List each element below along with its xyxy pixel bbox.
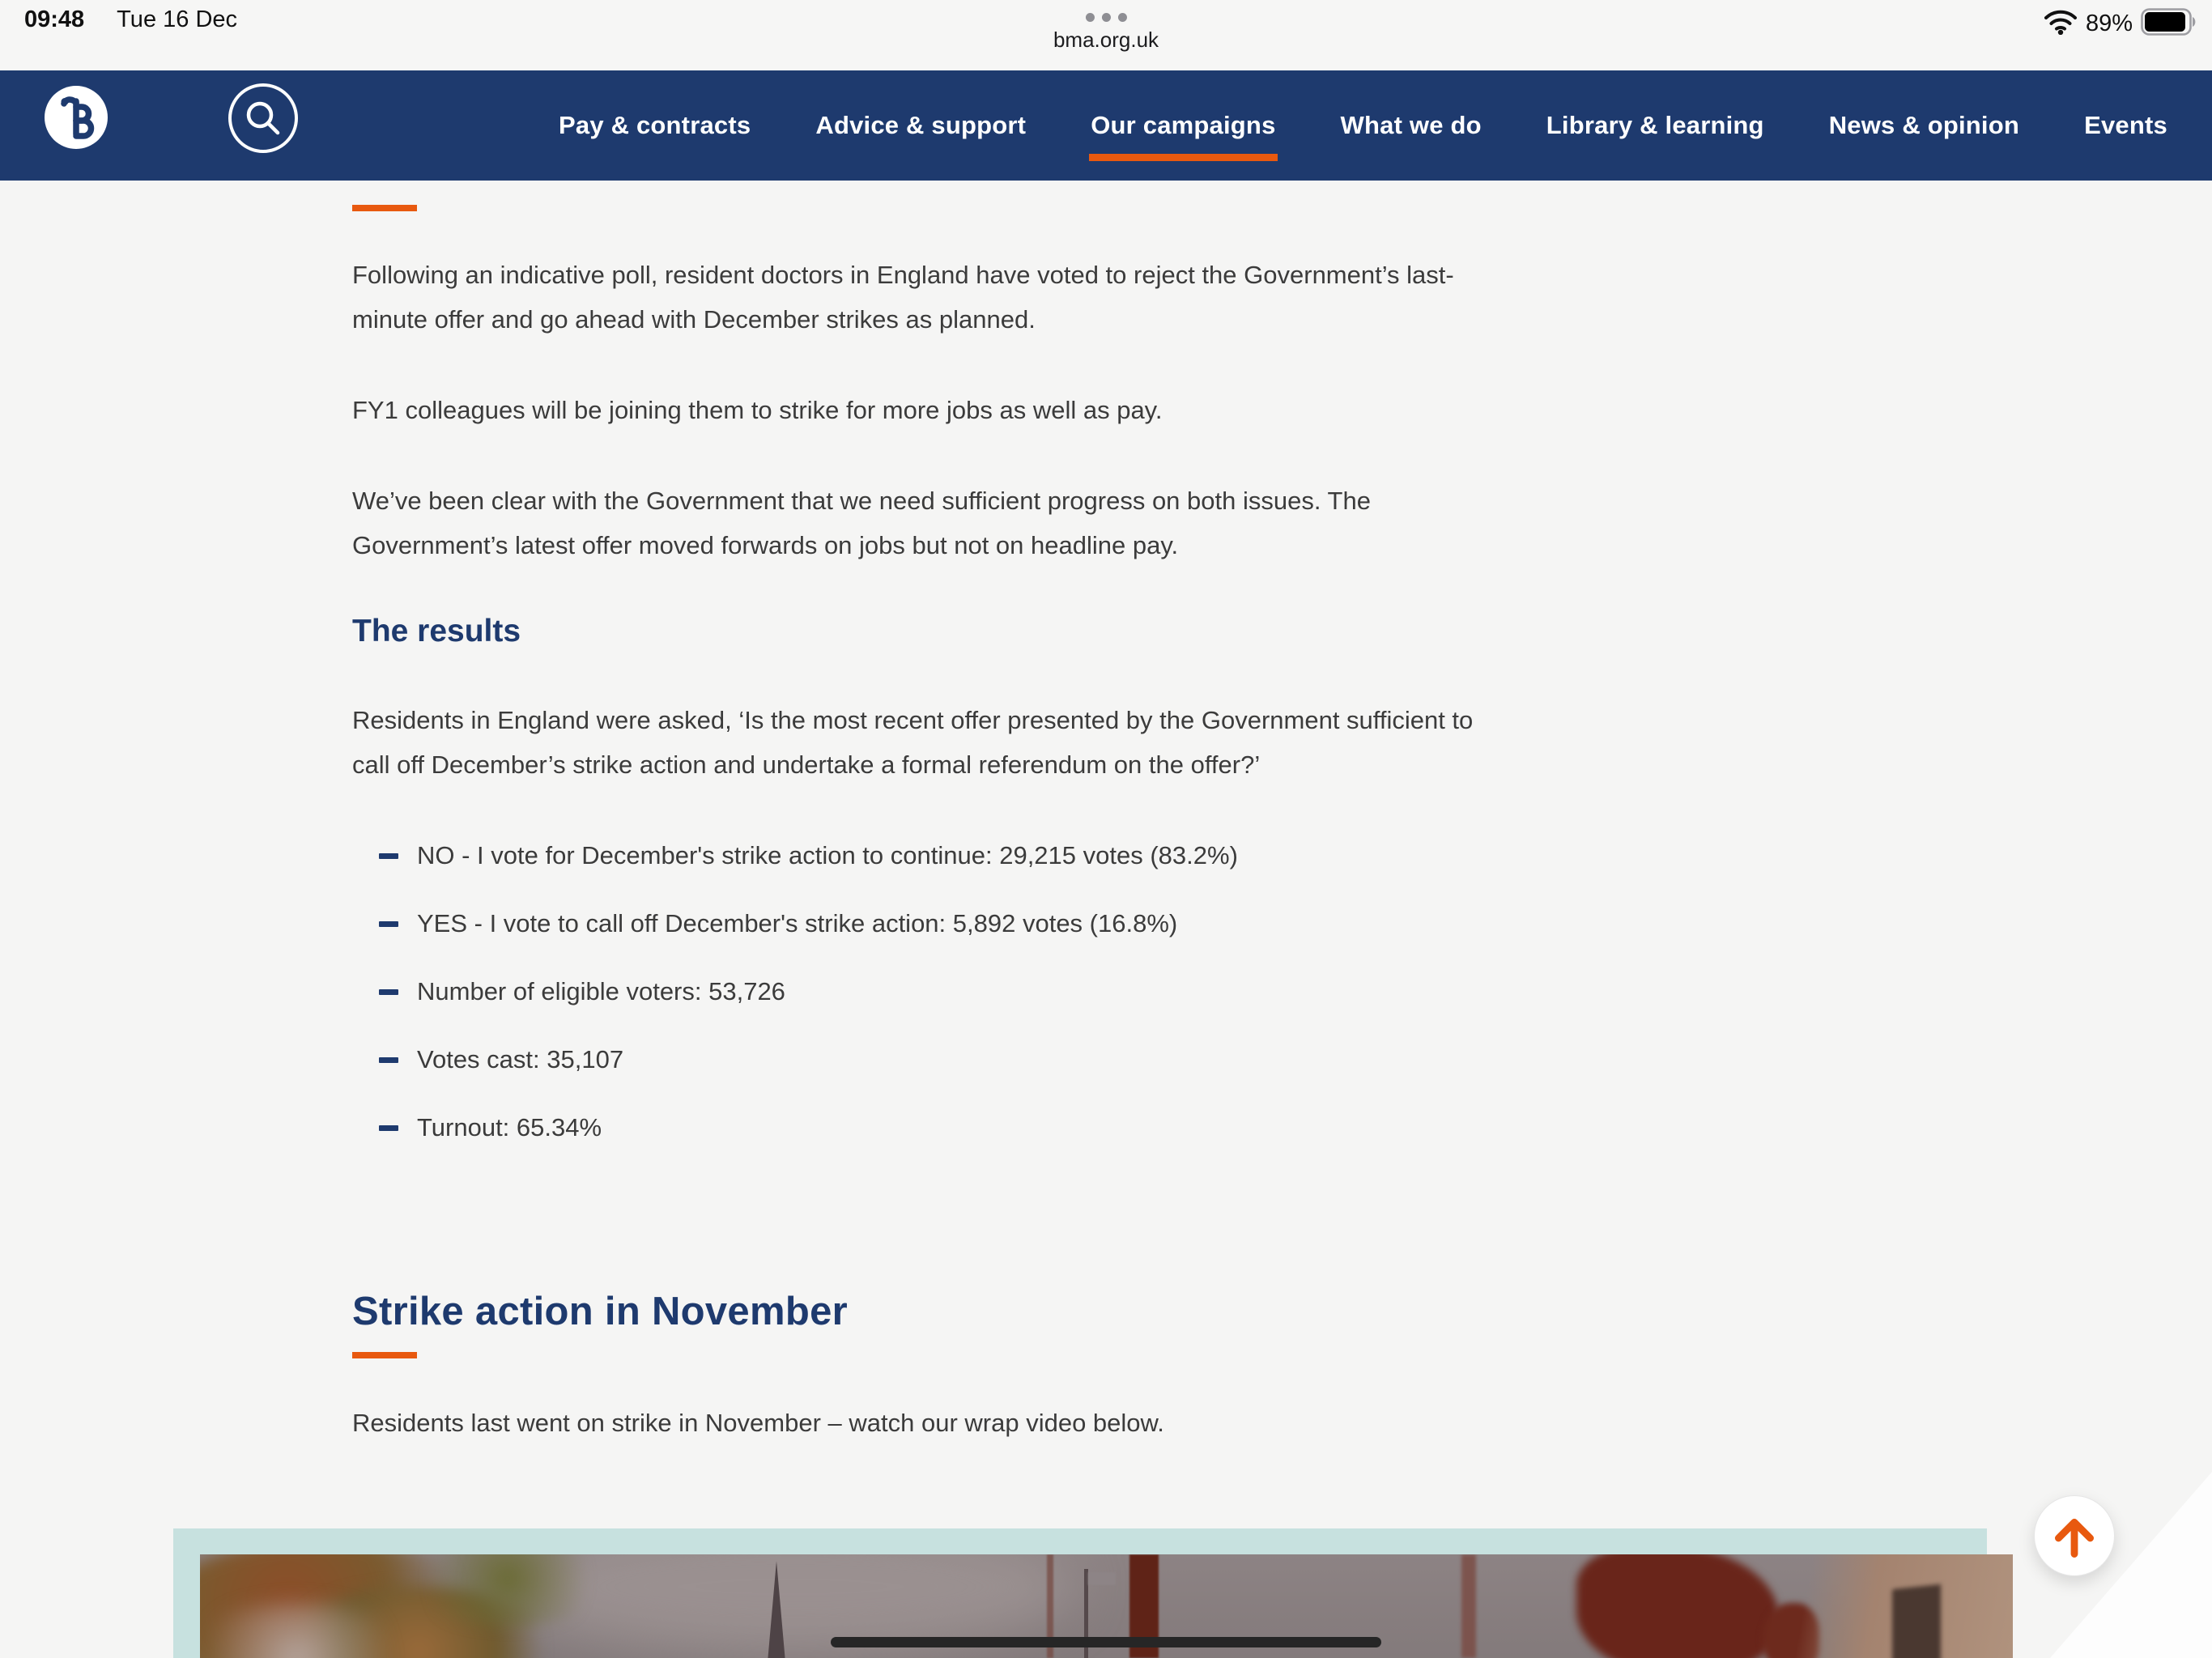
nav-item-news-opinion[interactable]: News & opinion bbox=[1828, 111, 2020, 139]
address-bar-url[interactable]: bma.org.uk bbox=[1053, 28, 1159, 52]
battery-icon bbox=[2141, 8, 2197, 40]
heading-rule bbox=[352, 1352, 417, 1358]
paragraph-fy1 bbox=[352, 388, 1834, 432]
list-item-text: Number of eligible voters: 53,726 bbox=[417, 977, 785, 1005]
paragraph-line: We’ve been clear with the Government that we need sufficient progress on both issues. The bbox=[352, 487, 1371, 515]
nav-menu bbox=[559, 70, 2167, 181]
section-rule bbox=[352, 205, 417, 211]
paragraph-line: call off December’s strike action and undertake a formal referendum on the offer?’ bbox=[352, 750, 1261, 779]
paragraph-progress bbox=[352, 478, 1834, 568]
list-item bbox=[352, 969, 1834, 1014]
paragraph-line: Government’s latest offer moved forwards on jobs but not on headline pay. bbox=[352, 531, 1179, 559]
nav-item-what-we-do[interactable]: What we do bbox=[1340, 111, 1482, 139]
paragraph-line: minute offer and go ahead with December strikes as planned. bbox=[352, 305, 1036, 334]
list-item-text: Turnout: 65.34% bbox=[417, 1113, 602, 1141]
bma-logo[interactable] bbox=[45, 86, 108, 149]
wifi-icon bbox=[2044, 9, 2078, 39]
list-item-text: NO - I vote for December's strike action to continue: 29,215 votes (83.2%) bbox=[417, 841, 1238, 869]
list-item-text: Votes cast: 35,107 bbox=[417, 1045, 624, 1073]
dash-bullet bbox=[379, 1057, 398, 1063]
status-bar bbox=[0, 0, 2212, 70]
nav-item-events[interactable]: Events bbox=[2084, 111, 2167, 139]
list-item bbox=[352, 901, 1834, 946]
arrow-up-icon bbox=[2035, 1496, 2114, 1575]
dash-bullet bbox=[379, 921, 398, 927]
paragraph-intro bbox=[352, 253, 1834, 342]
list-item bbox=[352, 1105, 1834, 1150]
paragraph-video-intro bbox=[352, 1401, 1834, 1445]
photo-window bbox=[1892, 1584, 1941, 1658]
paragraph-line: Following an indicative poll, resident doctors in England have voted to reject the Government’s last- bbox=[352, 261, 1454, 289]
clock-label: 09:48 bbox=[24, 6, 85, 32]
photo-pole bbox=[1461, 1554, 1476, 1658]
dash-bullet bbox=[379, 989, 398, 995]
paragraph-line: Residents last went on strike in November – watch our wrap video below. bbox=[352, 1409, 1164, 1437]
status-left bbox=[24, 6, 237, 33]
back-to-top-button[interactable] bbox=[2034, 1495, 2115, 1576]
nav-item-pay-contracts[interactable]: Pay & contracts bbox=[559, 111, 751, 139]
dash-bullet bbox=[379, 853, 398, 859]
paragraph-line: FY1 colleagues will be joining them to strike for more jobs as well as pay. bbox=[352, 396, 1163, 424]
safari-tab-bar bbox=[1053, 0, 1159, 53]
paragraph-line: Residents in England were asked, ‘Is the most recent offer presented by the Government sufficient to bbox=[352, 706, 1474, 734]
nav-item-our-campaigns[interactable]: Our campaigns bbox=[1091, 104, 1275, 147]
list-item bbox=[352, 1037, 1834, 1082]
date-label: Tue 16 Dec bbox=[117, 6, 238, 32]
dash-bullet bbox=[379, 1125, 398, 1131]
paragraph-question bbox=[352, 698, 1834, 787]
article-content bbox=[352, 181, 1834, 1491]
main-navigation bbox=[0, 70, 2212, 181]
list-item bbox=[352, 833, 1834, 878]
nav-item-advice-support[interactable]: Advice & support bbox=[815, 111, 1027, 139]
battery-percent-label: 89% bbox=[2085, 11, 2133, 36]
nav-item-library-learning[interactable]: Library & learning bbox=[1546, 111, 1764, 139]
home-indicator[interactable] bbox=[831, 1637, 1381, 1647]
search-button[interactable] bbox=[227, 82, 300, 155]
search-icon bbox=[227, 82, 300, 155]
photo-flag bbox=[1088, 1572, 1116, 1585]
photo-building bbox=[1649, 1554, 2013, 1658]
results-list bbox=[352, 833, 1834, 1150]
tab-overflow-dots-icon[interactable] bbox=[1053, 13, 1159, 22]
status-right bbox=[2044, 8, 2197, 40]
list-item-text: YES - I vote to call off December's strike action: 5,892 votes (16.8%) bbox=[417, 909, 1178, 937]
results-heading: The results bbox=[352, 614, 521, 648]
section-heading: Strike action in November bbox=[352, 1290, 849, 1333]
